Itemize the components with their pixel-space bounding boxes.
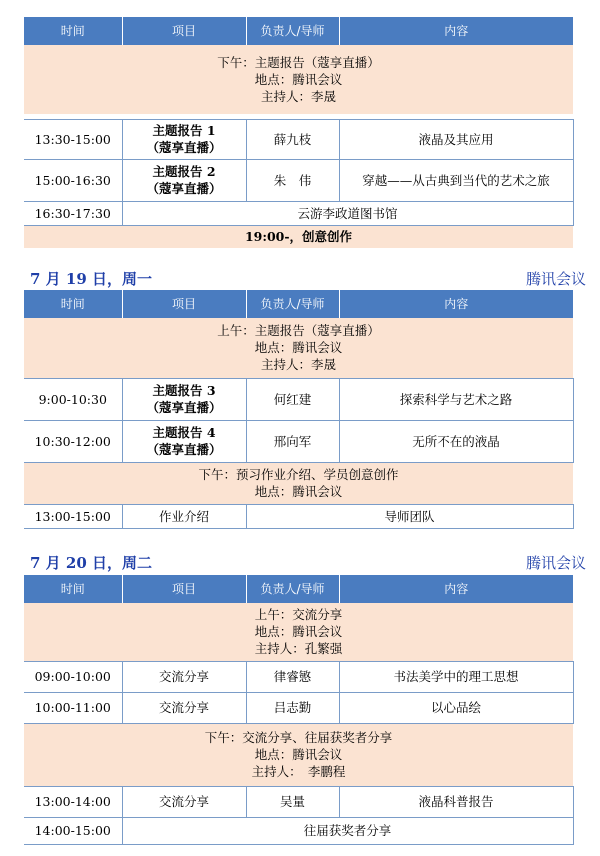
row-time: 10:00-11:00 [24, 692, 122, 723]
row-person: 何红建 [246, 378, 339, 420]
row-person: 薛九枝 [246, 119, 339, 159]
header-item: 项目 [122, 290, 246, 318]
schedule-table-day18 [24, 17, 573, 248]
header-content: 内容 [339, 575, 573, 603]
row-time: 13:00-15:00 [24, 504, 122, 528]
header-item: 项目 [122, 17, 246, 45]
row-content: 液晶及其应用 [339, 119, 573, 159]
row-item: 主题报告 4 （蔻享直播） [122, 420, 246, 462]
table-row [24, 420, 573, 462]
row-item: 交流分享 [122, 692, 246, 723]
day-location-0720: 腾讯会议 [525, 554, 586, 572]
row-content: 穿越——从古典到当代的艺术之旅 [339, 159, 573, 201]
session-header-morning [24, 603, 573, 661]
row-content: 无所不在的液晶 [339, 420, 573, 462]
evening-activity: 19:00-，创意创作 [24, 225, 573, 248]
header-content: 内容 [339, 290, 573, 318]
table-row [24, 661, 573, 692]
session-location: 地点：腾讯会议 [254, 624, 343, 640]
table-header [24, 290, 573, 318]
row-item: 交流分享 [122, 661, 246, 692]
table-row [24, 786, 573, 817]
row-time: 09:00-10:00 [24, 661, 122, 692]
header-time: 时间 [24, 17, 122, 45]
session-header-afternoon [24, 462, 573, 504]
row-content: 书法美学中的理工思想 [339, 661, 573, 692]
header-person: 负责人/导师 [246, 290, 339, 318]
day-heading-0719: 7 月 19 日，周一 [30, 270, 152, 288]
row-content: 以心品绘 [339, 692, 573, 723]
table-header [24, 17, 573, 45]
header-time: 时间 [24, 575, 122, 603]
table-row [24, 119, 573, 159]
row-person: 吴量 [246, 786, 339, 817]
row-person: 朱 伟 [246, 159, 339, 201]
row-person: 邢向军 [246, 420, 339, 462]
day-heading-0720: 7 月 20 日，周二 [30, 554, 152, 572]
row-time: 16:30-17:30 [24, 201, 122, 225]
row-content: 云游李政道图书馆 [122, 201, 573, 225]
row-person: 律睿慜 [246, 661, 339, 692]
schedule-table-day20 [24, 575, 573, 845]
session-title: 上午：主题报告（蔻享直播） [217, 323, 380, 339]
row-content: 往届获奖者分享 [122, 817, 573, 844]
session-location: 地点：腾讯会议 [254, 747, 343, 762]
row-item: 作业介绍 [122, 504, 246, 528]
session-host: 主持人：李晟 [260, 89, 336, 104]
row-time: 10:30-12:00 [24, 420, 122, 462]
table-header [24, 575, 573, 603]
row-time: 9:00-10:30 [24, 378, 122, 420]
header-person: 负责人/导师 [246, 17, 339, 45]
schedule-table-day19 [24, 290, 573, 529]
table-row [24, 159, 573, 201]
session-title: 下午：主题报告（蔻享直播） [217, 55, 380, 70]
table-row [24, 504, 573, 528]
session-title: 上午：交流分享 [254, 607, 343, 623]
row-time: 15:00-16:30 [24, 159, 122, 201]
session-header-afternoon [24, 723, 573, 786]
row-content: 液晶科普报告 [339, 786, 573, 817]
session-title: 下午：交流分享、往届获奖者分享 [204, 730, 393, 745]
session-header-afternoon [24, 45, 573, 114]
header-time: 时间 [24, 290, 122, 318]
row-time: 14:00-15:00 [24, 817, 122, 844]
row-item: 主题报告 3 （蔻享直播） [122, 378, 246, 420]
session-host: 主持人：孔繁强 [254, 641, 343, 657]
session-title: 下午：预习作业介绍、学员创意创作 [198, 467, 399, 482]
session-location: 地点：腾讯会议 [254, 340, 343, 356]
header-person: 负责人/导师 [246, 575, 339, 603]
session-location: 地点：腾讯会议 [254, 484, 343, 499]
row-content: 探索科学与艺术之路 [339, 378, 573, 420]
row-item: 交流分享 [122, 786, 246, 817]
table-row [24, 378, 573, 420]
table-row [24, 201, 573, 225]
header-item: 项目 [122, 575, 246, 603]
row-person: 吕志勤 [246, 692, 339, 723]
day-location-0719: 腾讯会议 [525, 270, 586, 288]
table-row [24, 692, 573, 723]
header-content: 内容 [339, 17, 573, 45]
session-location: 地点：腾讯会议 [254, 72, 343, 87]
row-time: 13:00-14:00 [24, 786, 122, 817]
row-item: 主题报告 1 （蔻享直播） [122, 119, 246, 159]
session-host: 主持人：李晟 [260, 357, 336, 373]
session-host: 主持人： 李鹏程 [251, 764, 346, 779]
table-row [24, 817, 573, 844]
row-item: 主题报告 2 （蔻享直播） [122, 159, 246, 201]
row-content: 导师团队 [246, 504, 573, 528]
row-time: 13:30-15:00 [24, 119, 122, 159]
session-header-morning [24, 318, 573, 378]
